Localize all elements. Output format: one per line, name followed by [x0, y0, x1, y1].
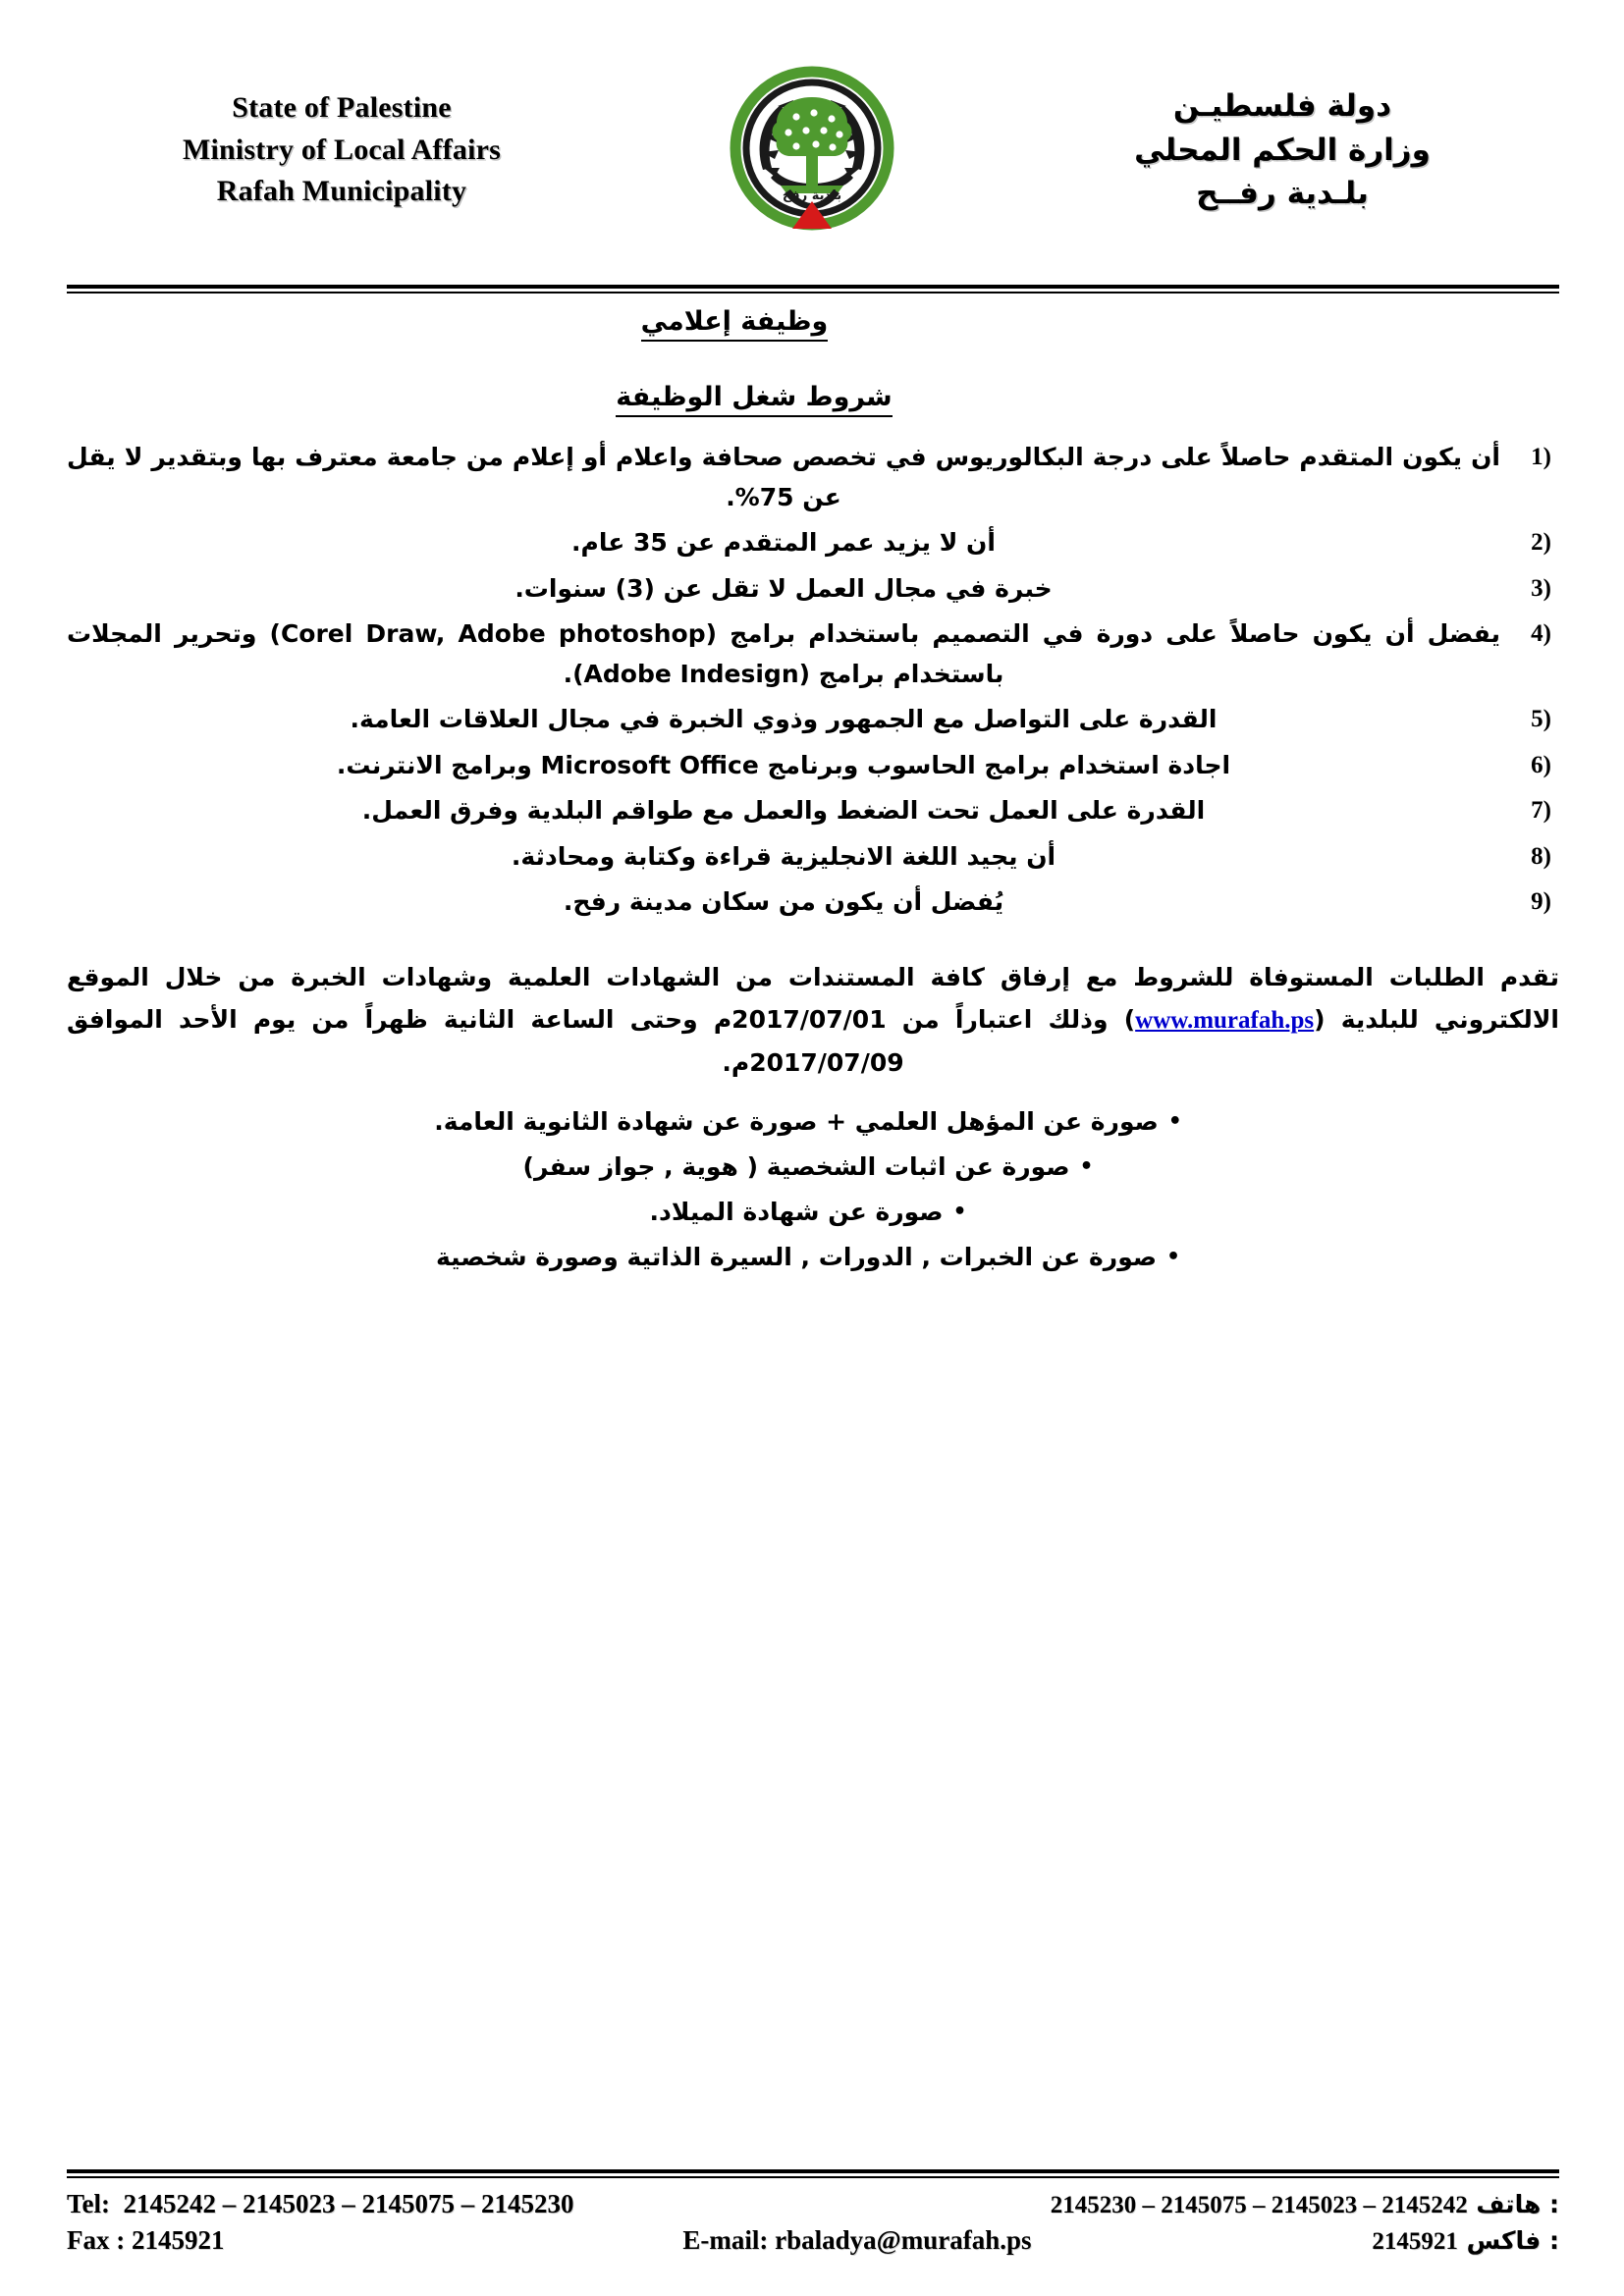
header-english-block [67, 87, 617, 213]
footer-email-address[interactable]: rbaladya@murafah.ps [775, 2225, 1032, 2255]
application-instructions [67, 956, 1559, 1084]
footer-fax-en: Fax : 2145921 [67, 2225, 225, 2255]
header-en-line3: Rafah Municipality [216, 175, 467, 208]
header-ar-line2: وزارة الحكم المحلي [1134, 132, 1431, 168]
required-documents-list [67, 1099, 1559, 1281]
footer-tel-en [67, 2189, 574, 2219]
document-footer [67, 2189, 1559, 2256]
requirement-item: أن يجيد اللغة الانجليزية قراءة وكتابة ومحادثة. [511, 841, 1056, 871]
document-header [67, 57, 1557, 243]
requirement-item: القدرة على التواصل مع الجمهور وذوي الخبرة في مجال العلاقات العامة. [350, 705, 1218, 733]
footer-tel-ar [1051, 2190, 1559, 2219]
requirement-item: خبرة في مجال العمل لا تقل عن (3) سنوات. [514, 573, 1053, 603]
requirements-list [67, 438, 1559, 923]
header-arabic-block [1007, 84, 1557, 217]
page-title [67, 306, 1559, 337]
bullet-icon: • [1167, 1108, 1182, 1134]
footer-tel-label-ar: : هاتف [1476, 2190, 1559, 2218]
footer-fax-number-ar: 2145921 [1372, 2228, 1458, 2255]
footer-tel-label-en: Tel: [67, 2189, 111, 2218]
requirement-item: أن يكون المتقدم حاصلاً على درجة البكالوريوس في تخصص صحافة واعلام أو إعلام من جامعة معترف بها وبتقدير لا يقل عن 75%. [67, 443, 1500, 511]
requirement-item: يُفضل أن يكون من سكان مدينة رفح. [563, 887, 1004, 916]
list-item-label: صورة عن المؤهل العلمي + صورة عن شهادة الثانوية العامة. [434, 1106, 1159, 1136]
footer-fax-row [67, 2225, 1559, 2256]
municipality-website-link[interactable]: www.murafah.ps [1135, 1006, 1315, 1034]
bullet-icon: • [1079, 1153, 1094, 1179]
footer-fax-ar [1372, 2226, 1559, 2256]
footer-tel-row [67, 2189, 1559, 2219]
requirement-item: القدرة على العمل تحت الضغط والعمل مع طواقم البلدية وفرق العمل. [361, 796, 1206, 825]
bullet-icon: • [952, 1200, 967, 1224]
list-item-label: صورة عن شهادة الميلاد. [649, 1198, 944, 1226]
footer-email [682, 2225, 1031, 2256]
header-en-line1: State of Palestine [232, 91, 452, 125]
application-instructions-part2: ) وذلك اعتباراً من 2017/07/01م وحتى الساعة الثانية ظهراً من يوم الأحد الموافق 2017/07/09م. [67, 1004, 1136, 1077]
list-item [67, 1235, 1559, 1280]
footer-tel-numbers-ar: 2145230 – 2145075 – 2145023 – 2145242 [1050, 2192, 1468, 2218]
footer-email-label: E-mail: [682, 2225, 769, 2255]
section-heading [67, 382, 1559, 412]
logo-caption-text: بلدية رفح [782, 188, 842, 203]
header-divider [67, 285, 1559, 294]
list-item-label: صورة عن الخبرات , الدورات , السيرة الذاتية وصورة شخصية [435, 1243, 1158, 1272]
application-instructions-part1: تقدم الطلبات المستوفاة للشروط مع إرفاق كافة المستندات من الشهادات العلمية وشهادات الخبرة من خلال الموقع الالكتروني للبلدية ( [67, 962, 1559, 1034]
document-body [67, 306, 1559, 1281]
footer-divider [67, 2169, 1559, 2178]
list-item [67, 1145, 1559, 1190]
list-item [67, 1190, 1559, 1235]
list-item [67, 1099, 1559, 1145]
page-title-text: وظيفة إعلامي [641, 306, 829, 342]
footer-fax-label-ar: : فاكس [1466, 2226, 1559, 2255]
section-heading-text: شروط شغل الوظيفة [616, 382, 892, 417]
header-en-line2: Ministry of Local Affairs [182, 133, 502, 166]
requirement-item: اجادة استخدام برامج الحاسوب وبرنامج Microsoft Office وبرامج الانترنت. [336, 750, 1231, 779]
rafah-municipality-logo [699, 62, 925, 239]
header-ar-line3: بلـدية رفــح [1196, 176, 1369, 212]
list-item-label: صورة عن اثبات الشخصية ( هوية , جواز سفر) [522, 1151, 1070, 1181]
requirement-item: يفضل أن يكون حاصلاً على دورة في التصميم باستخدام برامج (Corel Draw, Adobe photoshop) وتحرير المجلات باستخدام برامج (Adobe Indesign). [67, 619, 1500, 688]
requirement-item: أن لا يزيد عمر المتقدم عن 35 عام. [571, 528, 996, 557]
footer-tel-numbers-en: 2145242 – 2145023 – 2145075 – 2145230 [123, 2189, 574, 2218]
municipality-crest-icon [720, 62, 904, 239]
bullet-icon: • [1166, 1245, 1181, 1270]
header-ar-line1: دولة فلسطيـن [1172, 87, 1392, 124]
